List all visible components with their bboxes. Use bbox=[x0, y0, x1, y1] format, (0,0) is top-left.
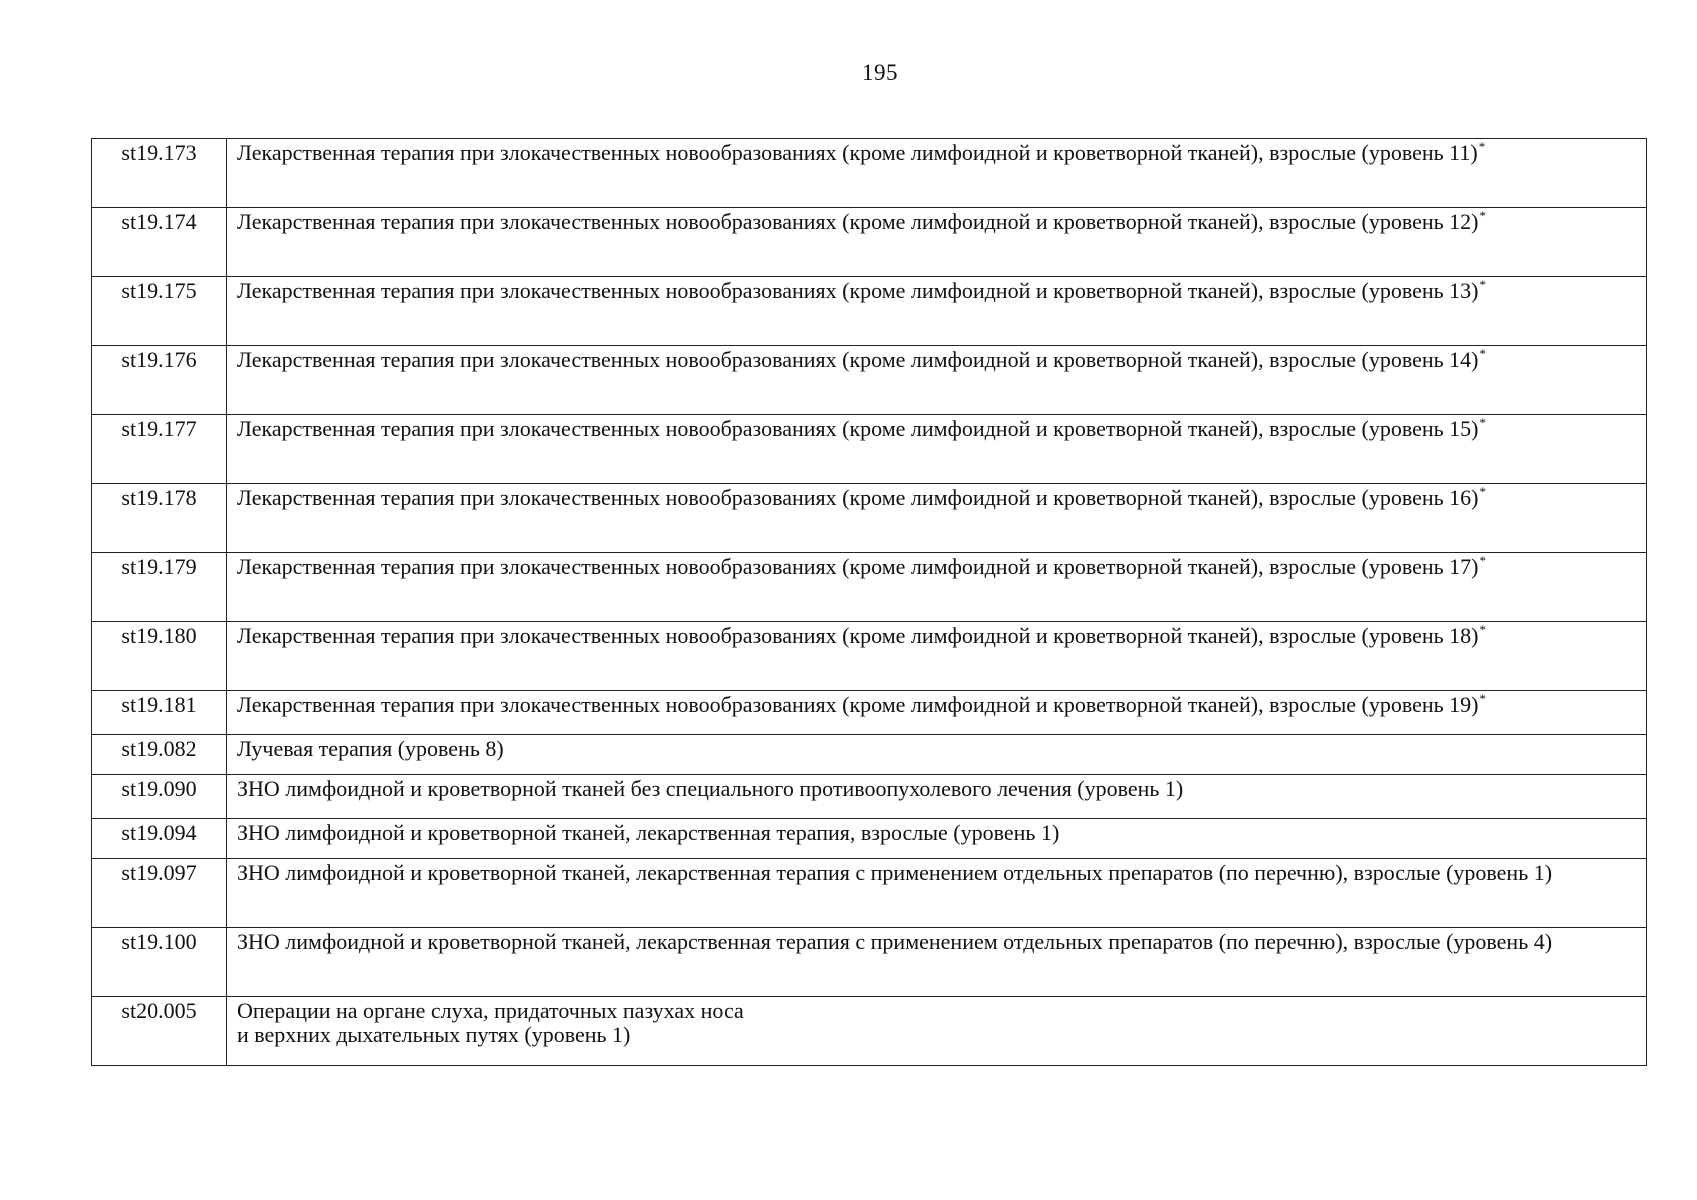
page-number: 195 bbox=[862, 60, 898, 85]
row-code: st19.173 bbox=[92, 139, 227, 208]
row-description-text: Лекарственная терапия при злокачественных новообразованиях (кроме лимфоидной и кроветворной тканей), взрослые (уровень 19) bbox=[237, 692, 1479, 717]
row-description: ЗНО лимфоидной и кроветворной тканей, лекарственная терапия с применением отдельных препаратов (по перечню), взрослые (уровень 4) bbox=[227, 928, 1647, 997]
footnote-mark: * bbox=[1479, 691, 1487, 706]
footnote-mark: * bbox=[1479, 622, 1487, 637]
footnote-mark: * bbox=[1479, 346, 1487, 361]
row-description bbox=[227, 553, 1647, 622]
footnote-mark: * bbox=[1479, 484, 1487, 499]
table-row bbox=[92, 484, 1647, 553]
row-description bbox=[227, 484, 1647, 553]
row-description-text: Лекарственная терапия при злокачественных новообразованиях (кроме лимфоидной и кроветворной тканей), взрослые (уровень 11) bbox=[237, 140, 1478, 165]
row-description: ЗНО лимфоидной и кроветворной тканей, лекарственная терапия с применением отдельных препаратов (по перечню), взрослые (уровень 1) bbox=[227, 859, 1647, 928]
row-description bbox=[227, 208, 1647, 277]
footnote-mark: * bbox=[1478, 139, 1486, 154]
row-code: st19.090 bbox=[92, 775, 227, 819]
row-description bbox=[227, 139, 1647, 208]
table-row bbox=[92, 775, 1647, 819]
row-code: st19.176 bbox=[92, 346, 227, 415]
table-row bbox=[92, 277, 1647, 346]
table-row bbox=[92, 139, 1647, 208]
row-code: st19.181 bbox=[92, 691, 227, 735]
row-description: ЗНО лимфоидной и кроветворной тканей без специального противоопухолевого лечения (уровень 1) bbox=[227, 775, 1647, 819]
table-row bbox=[92, 859, 1647, 928]
row-code: st19.082 bbox=[92, 735, 227, 775]
row-description-text: Лекарственная терапия при злокачественных новообразованиях (кроме лимфоидной и кроветворной тканей), взрослые (уровень 15) bbox=[237, 416, 1479, 441]
row-code: st19.177 bbox=[92, 415, 227, 484]
row-description: Лучевая терапия (уровень 8) bbox=[227, 735, 1647, 775]
footnote-mark: * bbox=[1479, 415, 1487, 430]
row-code: st19.100 bbox=[92, 928, 227, 997]
table-row bbox=[92, 208, 1647, 277]
table-row bbox=[92, 691, 1647, 735]
row-description-line: Операции на органе слуха, придаточных пазухах носа bbox=[237, 998, 744, 1023]
row-description-text: Лекарственная терапия при злокачественных новообразованиях (кроме лимфоидной и кроветворной тканей), взрослые (уровень 17) bbox=[237, 554, 1479, 579]
table-row bbox=[92, 346, 1647, 415]
row-description-line: и верхних дыхательных путях (уровень 1) bbox=[237, 1022, 631, 1047]
row-description-text: Лекарственная терапия при злокачественных новообразованиях (кроме лимфоидной и кроветворной тканей), взрослые (уровень 14) bbox=[237, 347, 1479, 372]
table-row bbox=[92, 928, 1647, 997]
row-description bbox=[227, 277, 1647, 346]
row-code: st19.179 bbox=[92, 553, 227, 622]
footnote-mark: * bbox=[1479, 277, 1487, 292]
row-code: st19.180 bbox=[92, 622, 227, 691]
row-description bbox=[227, 691, 1647, 735]
row-description-text: Лекарственная терапия при злокачественных новообразованиях (кроме лимфоидной и кроветворной тканей), взрослые (уровень 13) bbox=[237, 278, 1479, 303]
row-code: st19.175 bbox=[92, 277, 227, 346]
row-code: st19.174 bbox=[92, 208, 227, 277]
table-row bbox=[92, 997, 1647, 1066]
procedure-table bbox=[91, 138, 1647, 1066]
table-row bbox=[92, 553, 1647, 622]
row-description-text: Лекарственная терапия при злокачественных новообразованиях (кроме лимфоидной и кроветворной тканей), взрослые (уровень 12) bbox=[237, 209, 1479, 234]
row-description bbox=[227, 997, 1647, 1066]
table-row bbox=[92, 735, 1647, 775]
row-code: st19.094 bbox=[92, 819, 227, 859]
table-row bbox=[92, 622, 1647, 691]
table-row bbox=[92, 819, 1647, 859]
row-code: st20.005 bbox=[92, 997, 227, 1066]
row-description bbox=[227, 415, 1647, 484]
row-code: st19.097 bbox=[92, 859, 227, 928]
footnote-mark: * bbox=[1479, 553, 1487, 568]
row-description bbox=[227, 346, 1647, 415]
row-description-text: Лекарственная терапия при злокачественных новообразованиях (кроме лимфоидной и кроветворной тканей), взрослые (уровень 16) bbox=[237, 485, 1479, 510]
row-code: st19.178 bbox=[92, 484, 227, 553]
row-description bbox=[227, 622, 1647, 691]
row-description: ЗНО лимфоидной и кроветворной тканей, лекарственная терапия, взрослые (уровень 1) bbox=[227, 819, 1647, 859]
table-row bbox=[92, 415, 1647, 484]
row-description-text: Лекарственная терапия при злокачественных новообразованиях (кроме лимфоидной и кроветворной тканей), взрослые (уровень 18) bbox=[237, 623, 1479, 648]
footnote-mark: * bbox=[1479, 208, 1487, 223]
